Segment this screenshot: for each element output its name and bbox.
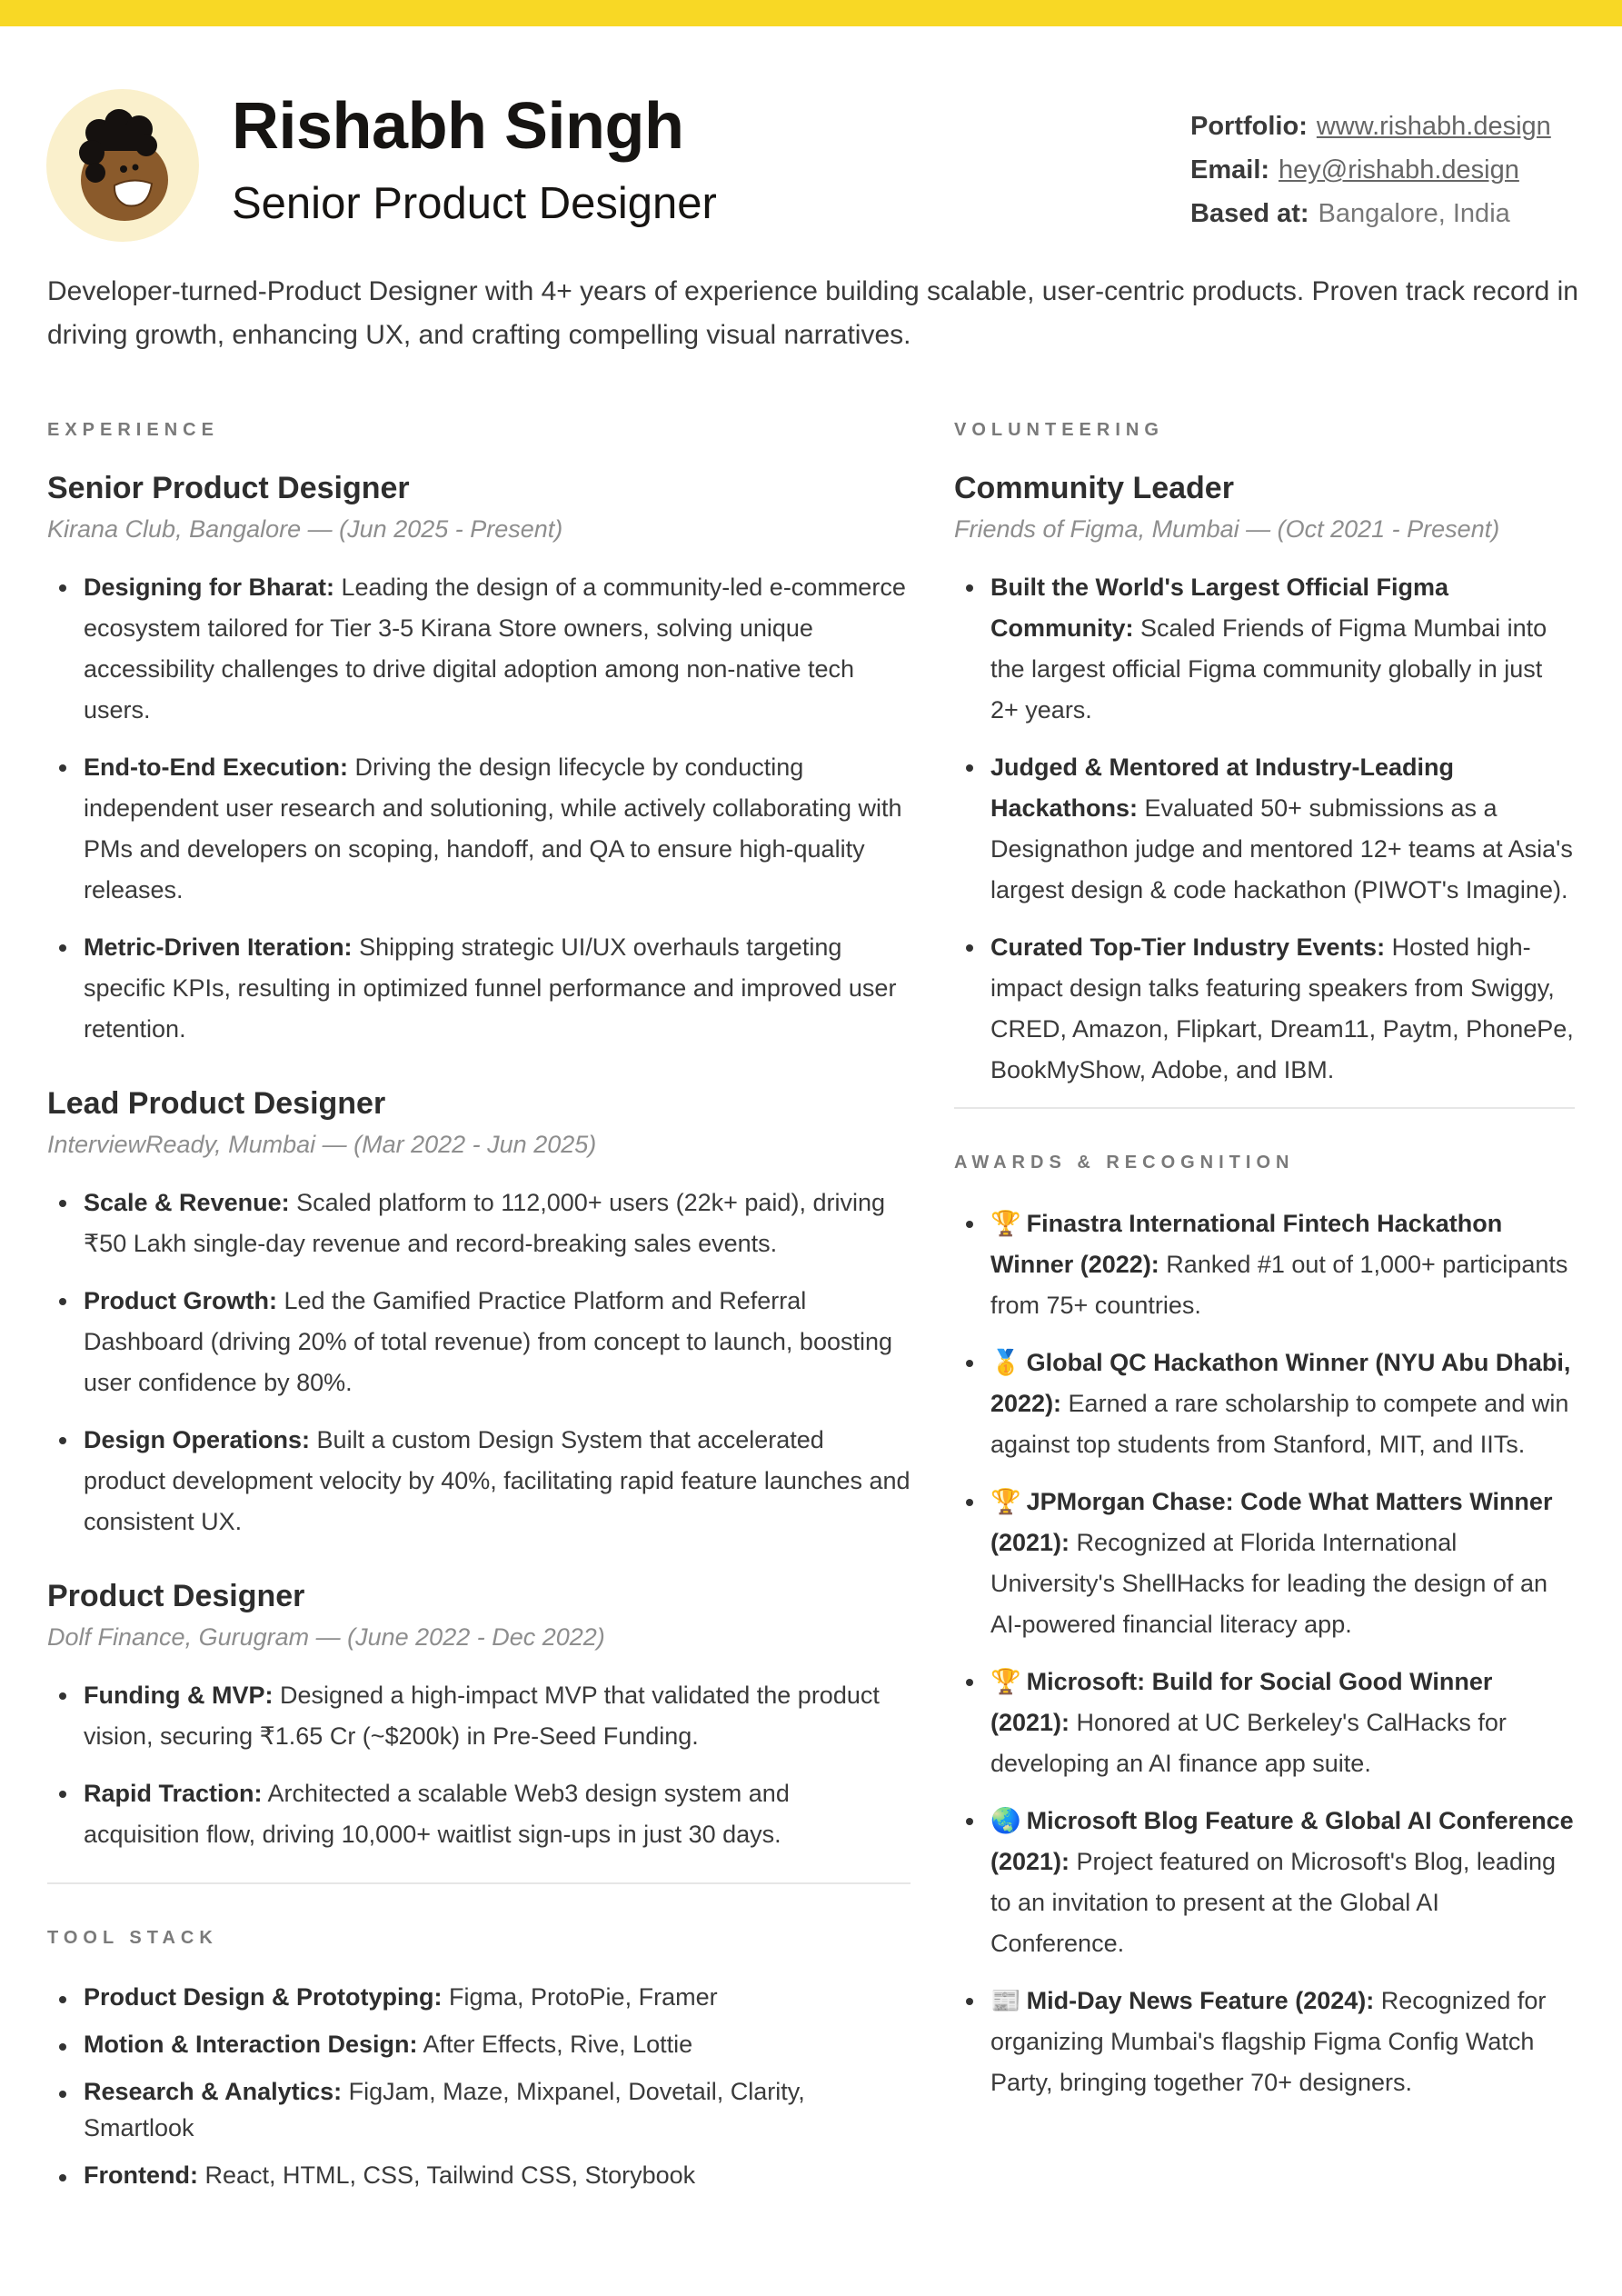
bullet-heading: Mid-Day News Feature (2024): [1026,1987,1375,2014]
volunteer-meta: Friends of Figma, Mumbai — (Oct 2021 - Present) [954,515,1500,543]
list-item [47,1420,911,1542]
bullet-heading: End-to-End Execution: [84,754,348,781]
job-entry [47,1086,911,1542]
volunteer-bullets [954,567,1575,1091]
contact-row [1190,192,1575,235]
bullet-text: Earned a rare scholarship to compete and win against top students from Stanford, MIT, and IITs. [990,1390,1569,1458]
bullet-heading: Rapid Traction: [84,1780,263,1807]
bullet-heading: Microsoft: Build for Social Good Winner (2021): [990,1668,1493,1736]
job-meta: InterviewReady, Mumbai — (Mar 2022 - Jun 2025) [47,1131,597,1158]
section-label-volunteering: VOLUNTEERING [954,420,1164,440]
candidate-name: Rishabh Singh [232,90,684,163]
list-item [954,1203,1575,1326]
list-item [954,1801,1575,1964]
bullet-text: FigJam, Maze, Mixpanel, Dovetail, Clarity, Smartlook [84,2078,805,2141]
bullet-text: Scaled Friends of Figma Mumbai into the largest official Figma community globally in just 2+ years. [990,614,1547,724]
bullet-heading: JPMorgan Chase: Code What Matters Winner (2021): [990,1488,1553,1556]
right-column [954,420,1575,2120]
trophy-icon: 🏆 [990,1488,1021,1515]
contact-label: Portfolio: [1190,112,1308,141]
bullet-text: Leading the design of a community-led e-commerce ecosystem tailored for Tier 3-5 Kirana Store owners, solving unique accessibility challenges to drive digital adoption among non-native tech users. [84,574,906,724]
job-bullets [47,567,911,1050]
bullet-text: Honored at UC Berkeley's CalHacks for developing an AI finance app suite. [990,1709,1507,1777]
list-item [47,2157,911,2193]
contact-link[interactable]: www.rishabh.design [1316,112,1551,141]
accent-bar [0,0,1622,26]
award-list [954,1203,1575,2103]
contact-value: Bangalore, India [1318,199,1510,228]
bullet-text: Driving the design lifecycle by conducting independent user research and solutioning, while actively collaborating with PMs and developers on scoping, handoff, and QA to ensure high-quality releases. [84,754,902,903]
bullet-heading: Funding & MVP: [84,1682,274,1709]
bullet-heading: Built the World's Largest Official Figma Community: [990,574,1448,642]
bullet-text: After Effects, Rive, Lottie [417,2031,693,2058]
job-meta: Dolf Finance, Gurugram — (June 2022 - Dec 2022) [47,1623,605,1651]
bullet-text: Scaled platform to 112,000+ users (22k+ paid), driving ₹50 Lakh single-day revenue and record-breaking sales events. [84,1189,885,1257]
bullet-heading: Curated Top-Tier Industry Events: [990,933,1386,961]
bullet-heading: Designing for Bharat: [84,574,335,601]
bullet-heading: Frontend: [84,2161,198,2189]
list-item [954,927,1575,1091]
bullet-text: Evaluated 50+ submissions as a Designathon judge and mentored 12+ teams at Asia's largest design & code hackathon (PIWOT's Imagine). [990,794,1573,903]
bullet-text: Designed a high-impact MVP that validated the product vision, securing ₹1.65 Cr (~$200k) in Pre-Seed Funding. [84,1682,880,1750]
avatar [46,89,199,242]
job-title: Senior Product Designer [47,471,410,505]
section-label-experience: EXPERIENCE [47,420,219,440]
contact-row [1190,105,1575,148]
list-item [47,747,911,911]
bullet-text: Figma, ProtoPie, Framer [442,1983,718,2011]
list-item [954,567,1575,731]
volunteer-title: Community Leader [954,471,1234,505]
trophy-icon: 🏆 [990,1668,1021,1695]
bullet-heading: Judged & Mentored at Industry-Leading Hackathons: [990,754,1455,822]
globe-icon: 🌏 [990,1807,1021,1834]
list-item [954,747,1575,911]
list-item [954,1662,1575,1784]
job-bullets [47,1183,911,1542]
left-column [47,420,911,2204]
bullet-heading: Product Growth: [84,1287,277,1314]
list-item [47,1675,911,1757]
bullet-text: Recognized at Florida International University's ShellHacks for leading the design of an AI-powered financial literacy app. [990,1529,1547,1638]
bullet-heading: Finastra International Fintech Hackathon Winner (2022): [990,1210,1503,1278]
divider [954,1107,1575,1109]
bullet-text: Shipping strategic UI/UX overhauls targeting specific KPIs, resulting in optimized funnel performance and improved user retention. [84,933,897,1043]
avatar-illustration-icon [46,89,199,242]
divider [47,1882,911,1884]
list-item [47,1183,911,1264]
job-meta: Kirana Club, Bangalore — (Jun 2025 - Present) [47,515,563,543]
bullet-text: Ranked #1 out of 1,000+ participants from 75+ countries. [990,1251,1568,1319]
list-item [954,1343,1575,1465]
bullet-text: Hosted high-impact design talks featuring speakers from Swiggy, CRED, Amazon, Flipkart, Dream11, Paytm, PhonePe, BookMyShow, Adobe, and IBM. [990,933,1574,1083]
job-title: Product Designer [47,1579,305,1613]
trophy-icon: 🏆 [990,1210,1021,1237]
newspaper-icon: 📰 [990,1987,1021,2014]
bullet-text: Architected a scalable Web3 design system and acquisition flow, driving 10,000+ waitlist sign-ups in just 30 days. [84,1780,790,1848]
bullet-heading: Research & Analytics: [84,2078,343,2105]
list-item [47,1773,911,1855]
section-label-tool-stack: TOOL STACK [47,1928,218,1948]
job-entry [47,1579,911,1855]
list-item [954,1482,1575,1645]
contact-label: Based at: [1190,199,1309,228]
job-bullets [47,1675,911,1855]
list-item [954,1981,1575,2103]
bullet-heading: Microsoft Blog Feature & Global AI Conference (2021): [990,1807,1574,1875]
tool-list [47,1979,911,2193]
list-item [47,927,911,1050]
contact-label: Email: [1190,155,1270,185]
list-item [47,1281,911,1403]
bullet-text: Project featured on Microsoft's Blog, leading to an invitation to present at the Global AI Conference. [990,1848,1556,1957]
candidate-role: Senior Product Designer [232,179,717,228]
bullet-heading: Metric-Driven Iteration: [84,933,353,961]
contact-link[interactable]: hey@rishabh.design [1279,155,1519,185]
bullet-text: Built a custom Design System that accelerated product development velocity by 40%, facilitating rapid feature launches and consistent UX. [84,1426,911,1535]
section-label-awards: AWARDS & RECOGNITION [954,1153,1295,1173]
list-item [47,2073,911,2146]
list-item [47,2026,911,2062]
summary: Developer-turned-Product Designer with 4+ years of experience building scalable, user-centric products. Proven track record in driving growth, enhancing UX, and crafting compelling visual narratives. [47,276,1578,350]
bullet-text: Led the Gamified Practice Platform and Referral Dashboard (driving 20% of total revenue) from concept to launch, boosting user confidence by 80%. [84,1287,893,1396]
bullet-heading: Product Design & Prototyping: [84,1983,443,2011]
list-item [47,1979,911,2015]
list-item [47,567,911,731]
job-title: Lead Product Designer [47,1086,386,1121]
contact-info [1190,105,1575,235]
bullet-text: Recognized for organizing Mumbai's flagship Figma Config Watch Party, bringing together 70+ designers. [990,1987,1547,2096]
bullet-heading: Motion & Interaction Design: [84,2031,418,2058]
bullet-heading: Design Operations: [84,1426,311,1453]
medal-icon: 🥇 [990,1349,1021,1376]
job-entry [47,471,911,1050]
contact-row [1190,148,1575,192]
bullet-heading: Scale & Revenue: [84,1189,290,1216]
bullet-text: React, HTML, CSS, Tailwind CSS, Storybook [197,2161,696,2189]
bullet-heading: Global QC Hackathon Winner (NYU Abu Dhabi, 2022): [990,1349,1571,1417]
